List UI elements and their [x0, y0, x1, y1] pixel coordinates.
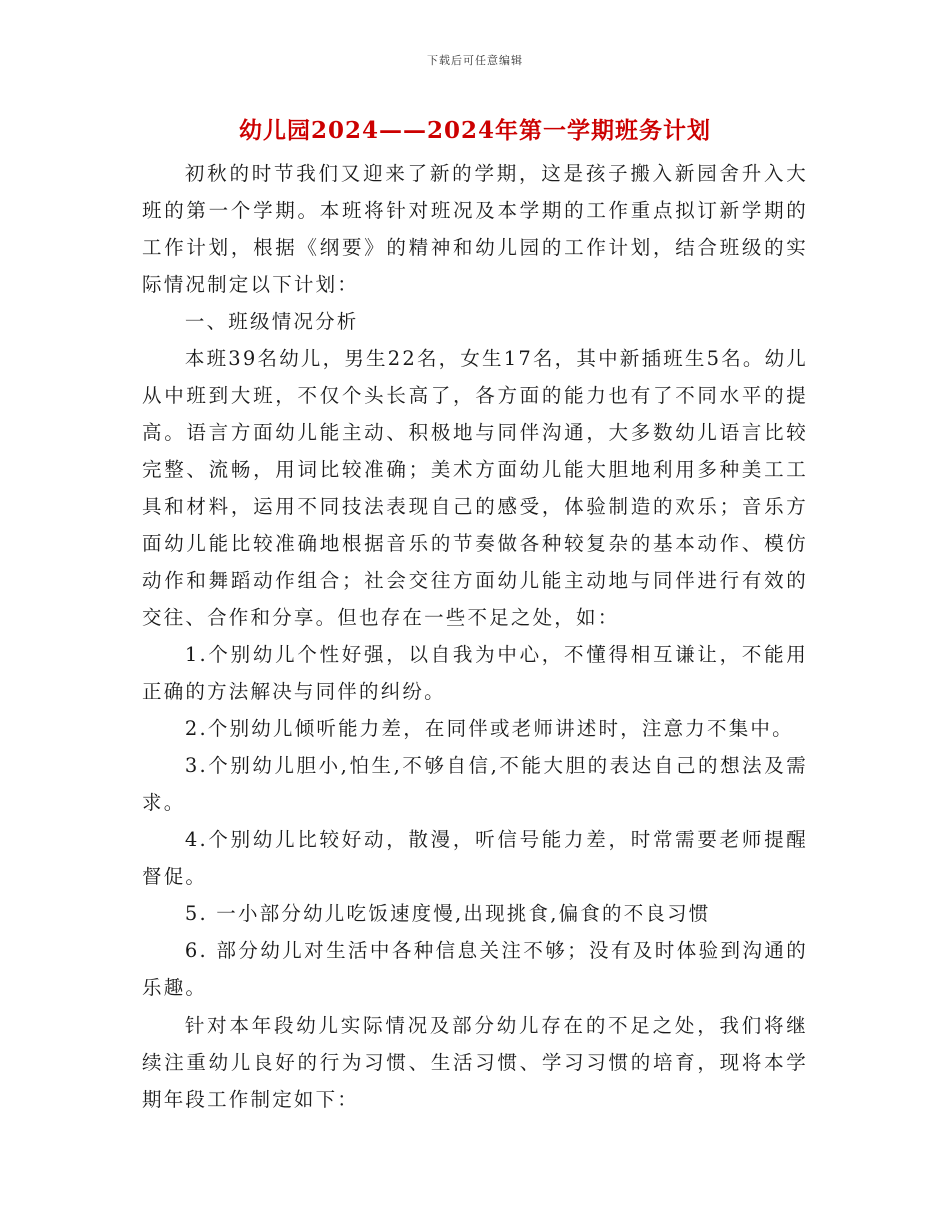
list-item: 6. 部分幼儿对生活中各种信息关注不够；没有及时体验到沟通的乐趣。	[142, 939, 808, 999]
list-item: 4.个别幼儿比较好动，散漫，听信号能力差，时常需要老师提醒督促。	[142, 828, 808, 888]
list-item: 3.个别幼儿胆小,怕生,不够自信,不能大胆的表达自己的想法及需求。	[142, 754, 808, 814]
list-item: 1.个别幼儿个性好强，以自我为中心，不懂得相互谦让，不能用正确的方法解决与同伴的纠纷。	[142, 643, 808, 703]
document-title: 幼儿园2024——2024年第一学期班务计划	[238, 117, 712, 144]
document-body	[142, 155, 808, 1118]
paragraph-summary: 针对本年段幼儿实际情况及部分幼儿存在的不足之处，我们将继续注重幼儿良好的行为习惯、生活习惯、学习习惯的培育，现将本学期年段工作制定如下：	[142, 1014, 808, 1111]
list-item: 2.个别幼儿倾听能力差，在同伴或老师讲述时，注意力不集中。	[184, 717, 794, 740]
list-item: 5. 一小部分幼儿吃饭速度慢,出现挑食,偏食的不良习惯	[184, 902, 711, 925]
section-heading: 一、班级情况分析	[184, 310, 359, 333]
paragraph-intro: 初秋的时节我们又迎来了新的学期，这是孩子搬入新园舍升入大班的第一个学期。本班将针对班况及本学期的工作重点拟订新学期的工作计划，根据《纲要》的精神和幼儿园的工作计划，结合班级的实际情况制定以下计划：	[142, 162, 808, 296]
header-note: 下载后可任意编辑	[427, 54, 523, 67]
paragraph-class-analysis: 本班39名幼儿，男生22名，女生17名，其中新插班生5名。幼儿从中班到大班，不仅个头长高了，各方面的能力也有了不同水平的提高。语言方面幼儿能主动、积极地与同伴沟通，大多数幼儿语言比较完整、流畅，用词比较准确；美术方面幼儿能大胆地利用多种美工工具和材料，运用不同技法表现自己的感受，体验制造的欢乐；音乐方面幼儿能比较准确地根据音乐的节奏做各种较复杂的基本动作、模仿动作和舞蹈动作组合；社会交往方面幼儿能主动地与同伴进行有效的交往、合作和分享。但也存在一些不足之处，如：	[142, 347, 808, 629]
